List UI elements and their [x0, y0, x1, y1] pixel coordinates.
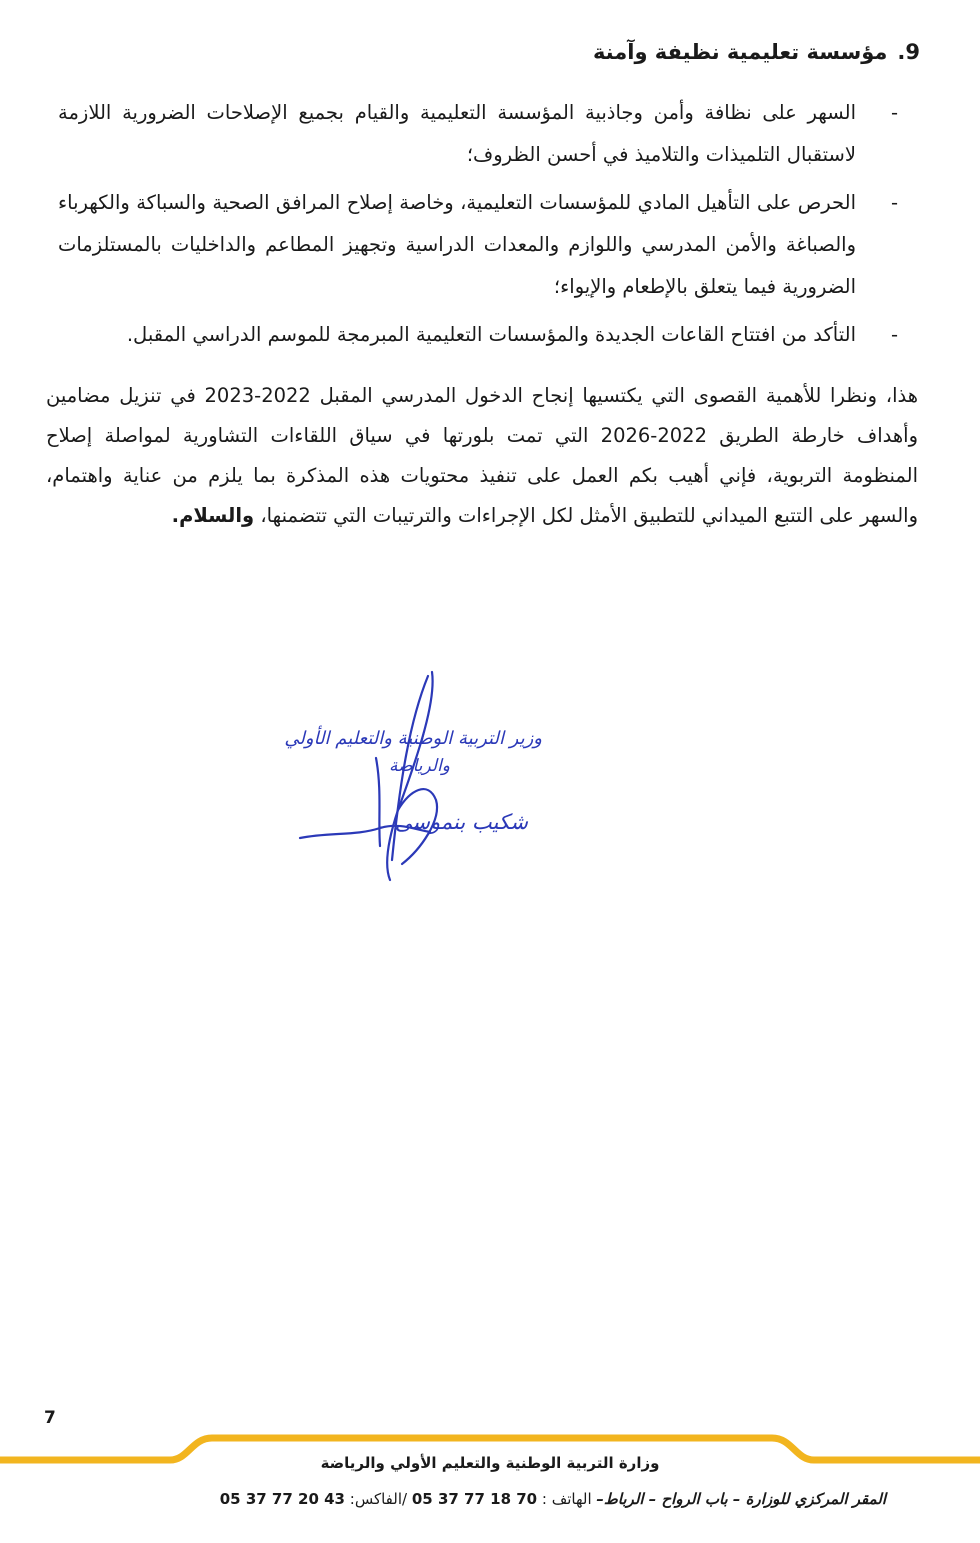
- closing-paragraph: [46, 376, 918, 536]
- footer-phone: 05 37 77 18 70: [411, 1490, 538, 1508]
- footer-address: المقر المركزي للوزارة – باب الرواح – الرباط–: [596, 1490, 886, 1508]
- closing-text: هذا، ونظرا للأهمية القصوى التي يكتسيها إنجاح الدخول المدرسي المقبل 2022-2023 في تنزيل مضامين وأهداف خارطة الطريق 2022-2026 التي تمت بلورتها في سياق اللقاءات التشاورية لمواصلة إصلاح المنظومة التربوية، فإني أهيب بكم العمل على تنفيذ محتويات هذه المذكرة بما يلزم من عناية واهتمام، والسهر على التتبع الميداني للتطبيق الأمثل لكل الإجراءات والترتيبات التي تتضمنها،: [46, 384, 919, 527]
- signature-name: شكيب بنموسى: [394, 810, 528, 834]
- signature-title: وزير التربية الوطنية والتعليم الأولي: [284, 728, 542, 749]
- signature-scribble-icon: [260, 660, 600, 900]
- list-item: [58, 182, 898, 308]
- bullet-text: الحرص على التأهيل المادي للمؤسسات التعليمية، وخاصة إصلاح المرافق الصحية والسباكة والكهرباء والصباغة والأمن المدرسي واللوازم والمعدات الدراسية وتجهيز المطاعم والداخليات بالمستلزمات الضرورية فيما يتعلق بالإطعام والإيواء؛: [58, 191, 856, 298]
- signature-block: [260, 660, 600, 900]
- footer-contact: [220, 1490, 886, 1508]
- section-title: مؤسسة تعليمية نظيفة وآمنة: [592, 40, 888, 64]
- bullet-text: التأكد من افتتاح القاعات الجديدة والمؤسسات التعليمية المبرمجة للموسم الدراسي المقبل.: [126, 323, 856, 346]
- bullet-dash: -: [890, 323, 898, 346]
- footer-ministry: وزارة التربية الوطنية والتعليم الأولي والرياضة: [320, 1454, 660, 1472]
- footer-fax-label: /الفاكس:: [349, 1490, 408, 1508]
- section-number: 9.: [897, 40, 920, 64]
- list-item: [58, 92, 898, 176]
- bullet-dash: -: [890, 101, 898, 124]
- bullet-text: السهر على نظافة وأمن وجاذبية المؤسسة التعليمية والقيام بجميع الإصلاحات الضرورية اللازمة لاستقبال التلميذات والتلاميذ في أحسن الظروف؛: [58, 101, 856, 166]
- footer-phone-label: الهاتف :: [541, 1490, 592, 1508]
- bullet-list: [58, 92, 898, 362]
- page-number: 7: [44, 1408, 56, 1428]
- list-item: [58, 314, 898, 356]
- closing-salutation: والسلام.: [171, 504, 255, 527]
- section-heading: [593, 40, 920, 64]
- footer-fax: 05 37 77 20 43: [219, 1490, 345, 1508]
- signature-subtitle: والرياضة: [389, 756, 450, 776]
- bullet-dash: -: [890, 191, 898, 214]
